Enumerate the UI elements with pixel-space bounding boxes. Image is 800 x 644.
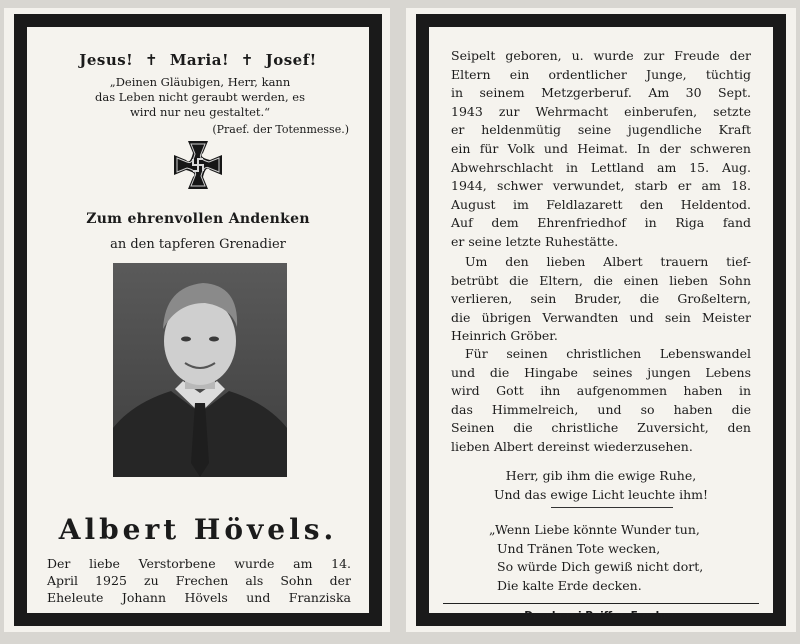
memoriam-heading: Zum ehrenvollen Andenken — [86, 211, 310, 227]
text-line: lieben Albert dereinst wiederzusehen. — [451, 438, 693, 454]
biography-paragraph-2 — [451, 253, 751, 346]
bio-line: April 1925 zu Frechen als Sohn der — [47, 573, 351, 588]
prayer — [429, 467, 773, 504]
quote-line: „Deinen Gläubigen, Herr, kann — [109, 75, 291, 89]
rank-line: an den tapferen Grenadier — [110, 237, 286, 252]
printer-credit: Druckerei Peiffer, Frechen — [524, 610, 678, 622]
text-line: in seinem Metzgerberuf. Am 30 Sept. — [451, 85, 751, 101]
text-line: verlieren, sein Bruder, die Großeltern, — [451, 291, 751, 307]
prayer-line: Herr, gib ihm die ewige Ruhe, — [505, 468, 697, 483]
bio-line: Eheleute Johann Hövels und Franziska — [47, 590, 351, 605]
portrait-photo — [113, 263, 287, 477]
text-line: Für seinen christlichen Lebenswandel — [465, 346, 751, 361]
cross-icon: ✝ — [240, 51, 254, 69]
text-line: Seipelt geboren, u. wurde zur Freude der — [451, 48, 751, 63]
quote-line: das Leben nicht geraubt werden, es — [95, 90, 305, 104]
printer-divider — [443, 603, 759, 604]
text-line: August im Feldlazarett den Heldentod. — [451, 196, 751, 212]
iron-cross-icon — [172, 139, 224, 191]
biography-start — [47, 555, 351, 606]
prayer-line: Und das ewige Licht leuchte ihm! — [493, 486, 709, 502]
text-line: Abwehrschlacht in Lettland am 15. Aug. — [451, 159, 751, 175]
text-line: das Himmelreich, und so haben die — [451, 401, 751, 417]
text-line: Heinrich Gröber. — [451, 328, 558, 344]
text-line: 1944, schwer verwundet, starb er am 18. — [451, 178, 751, 194]
quote — [47, 75, 353, 120]
right-card-frame — [416, 14, 786, 626]
quote-source: (Praef. der Totenmesse.) — [212, 123, 349, 136]
text-line: die übrigen Verwandten und sein Meister — [451, 309, 751, 325]
invocation-jesus: Jesus! — [79, 51, 134, 69]
text-line: 1943 zur Wehrmacht einberufen, setzte — [451, 103, 751, 119]
invocation-josef: Josef! — [265, 51, 317, 69]
poem-line: „Wenn Liebe könnte Wunder tun, — [489, 522, 700, 537]
divider — [551, 507, 673, 508]
text-line: er seine letzte Ruhestätte. — [451, 233, 619, 249]
invocation-maria: Maria! — [169, 51, 230, 69]
poem-line: Die kalte Erde decken. — [497, 577, 642, 593]
biography-paragraph-3 — [451, 345, 751, 457]
right-card — [406, 8, 796, 632]
text-line: und die Hingabe seines jungen Lebens — [451, 364, 751, 380]
poem-line: So würde Dich gewiß nicht dort, — [497, 559, 704, 575]
cross-icon: ✝ — [145, 51, 159, 69]
text-line: Seinen die christliche Zuversicht, den — [451, 420, 751, 436]
poem-line: Und Tränen Tote wecken, — [497, 540, 661, 556]
text-line: Um den lieben Albert trauern tief- — [465, 254, 751, 269]
text-line: betrübt die Eltern, die einen lieben Sohn — [451, 272, 751, 288]
poem — [489, 521, 753, 595]
bio-line: Der liebe Verstorbene wurde am 14. — [47, 556, 351, 571]
quote-line: wird nur neu gestaltet.“ — [129, 105, 271, 119]
text-line: wird Gott ihn aufgenommen haben in — [451, 383, 751, 399]
text-line: ein für Volk und Heimat. In der schweren — [451, 140, 751, 156]
text-line: Eltern ein ordentlicher Junge, tüchtig — [451, 66, 751, 82]
text-line: Auf dem Ehrenfriedhof in Riga fand — [451, 215, 751, 231]
text-line: er heldenmütig seine jugendliche Kraft — [451, 122, 751, 138]
biography-paragraph-1 — [451, 47, 751, 252]
invocation — [27, 51, 369, 69]
deceased-name: Albert Hövels. — [58, 513, 338, 546]
left-card — [4, 8, 390, 632]
left-card-frame — [14, 14, 382, 626]
